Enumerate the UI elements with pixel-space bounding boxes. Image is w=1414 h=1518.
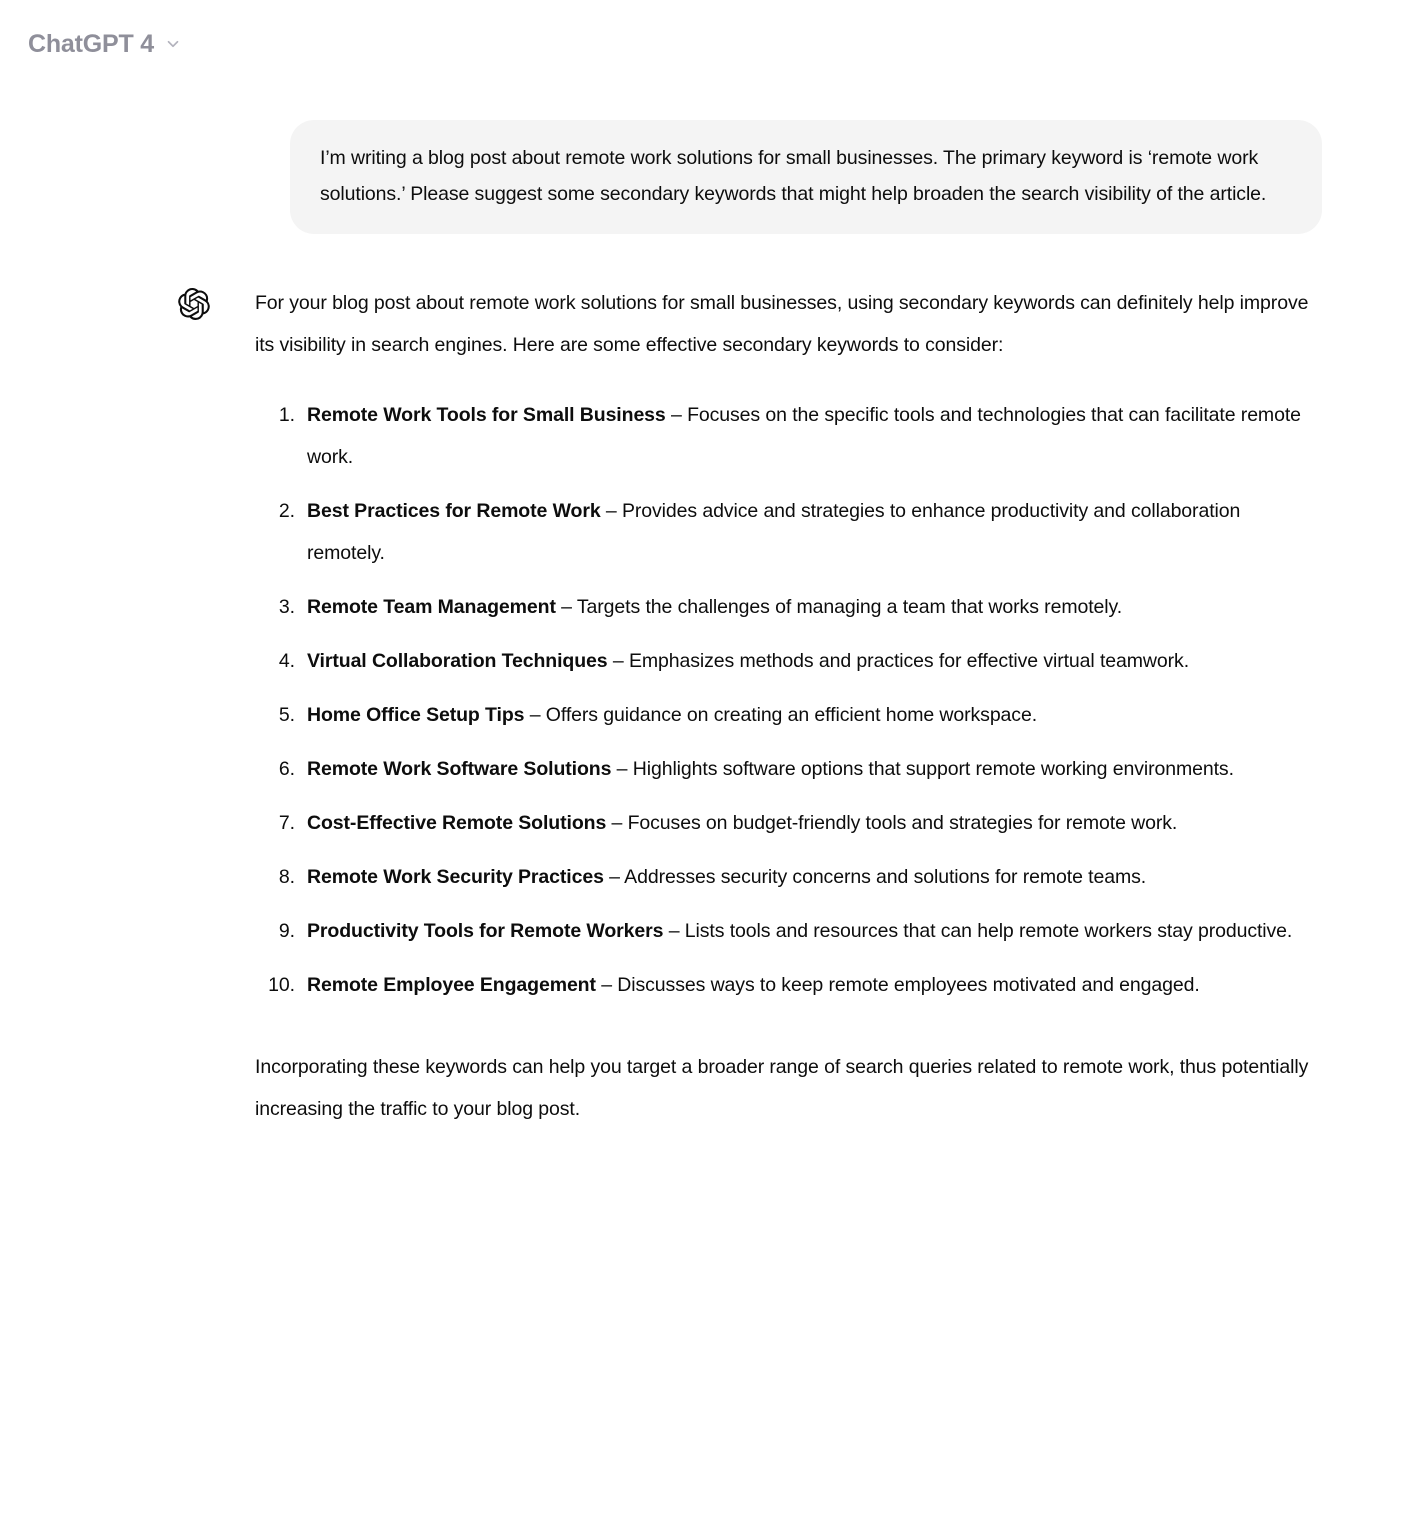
list-item xyxy=(255,964,1322,1006)
assistant-message-turn xyxy=(0,234,1414,1130)
keyword-dash: – xyxy=(603,866,625,888)
assistant-closing-paragraph: Incorporating these keywords can help you target a broader range of search queries related to remote work, thus potentially increasing the traffic to your blog post. xyxy=(255,1056,1309,1120)
keyword-dash: – xyxy=(611,758,633,780)
keyword-dash: – xyxy=(524,704,546,726)
conversation-thread xyxy=(0,66,1414,1130)
keyword-term: Remote Employee Engagement xyxy=(307,974,596,996)
keyword-term: Remote Work Tools for Small Business xyxy=(307,404,666,426)
keyword-term: Remote Team Management xyxy=(307,596,556,618)
keyword-description: Emphasizes methods and practices for effective virtual teamwork. xyxy=(628,650,1190,672)
keyword-dash: – xyxy=(555,596,577,618)
user-message-bubble[interactable] xyxy=(290,120,1322,234)
list-item xyxy=(255,394,1322,478)
keyword-description: Addresses security concerns and solutions for remote teams. xyxy=(624,866,1147,888)
model-name-label: ChatGPT 4 xyxy=(28,29,154,58)
keyword-description: Focuses on the specific tools and technologies that can facilitate remote work. xyxy=(307,404,1301,468)
list-item xyxy=(255,490,1322,574)
list-item xyxy=(255,640,1322,682)
keyword-term: Cost-Effective Remote Solutions xyxy=(307,812,607,834)
list-item xyxy=(255,910,1322,952)
assistant-message-body xyxy=(255,282,1322,1130)
keyword-description: Targets the challenges of managing a team that works remotely. xyxy=(576,596,1123,618)
keyword-term: Best Practices for Remote Work xyxy=(307,500,601,522)
keyword-term: Productivity Tools for Remote Workers xyxy=(307,920,664,942)
keyword-dash: – xyxy=(600,500,622,522)
keyword-dash: – xyxy=(665,404,688,426)
list-item xyxy=(255,694,1322,736)
keyword-description: Discusses ways to keep remote employees motivated and engaged. xyxy=(617,974,1200,996)
keyword-description: Lists tools and resources that can help remote workers stay productive. xyxy=(684,920,1293,942)
keyword-dash: – xyxy=(606,812,628,834)
model-switcher-button[interactable] xyxy=(28,29,182,58)
list-item xyxy=(255,856,1322,898)
user-message-text: I’m writing a blog post about remote work solutions for small businesses. The primary keyword is ‘remote work solutions.’ Please suggest some secondary keywords that might help broaden the search visibility of the article. xyxy=(320,147,1267,205)
user-message-turn xyxy=(0,66,1414,234)
keyword-description: Offers guidance on creating an efficient home workspace. xyxy=(545,704,1038,726)
keyword-term: Home Office Setup Tips xyxy=(307,704,525,726)
keyword-dash: – xyxy=(607,650,629,672)
keyword-term: Remote Work Software Solutions xyxy=(307,758,612,780)
list-item xyxy=(255,586,1322,628)
list-item xyxy=(255,802,1322,844)
keyword-description: Focuses on budget-friendly tools and strategies for remote work. xyxy=(627,812,1178,834)
keyword-dash: – xyxy=(595,974,618,996)
keyword-term: Remote Work Security Practices xyxy=(307,866,604,888)
chevron-down-icon[interactable] xyxy=(164,35,182,53)
keyword-description: Highlights software options that support remote working environments. xyxy=(632,758,1234,780)
app-header xyxy=(0,0,1414,66)
secondary-keyword-list xyxy=(255,394,1322,1006)
openai-logo-icon xyxy=(178,288,210,320)
keyword-term: Virtual Collaboration Techniques xyxy=(307,650,608,672)
list-item xyxy=(255,748,1322,790)
keyword-description: Provides advice and strategies to enhance productivity and collaboration remotely. xyxy=(307,500,1241,564)
keyword-dash: – xyxy=(663,920,685,942)
assistant-intro-paragraph: For your blog post about remote work solutions for small businesses, using secondary keywords can definitely help improve its visibility in search engines. Here are some effective secondary keywords to consider: xyxy=(255,292,1309,356)
